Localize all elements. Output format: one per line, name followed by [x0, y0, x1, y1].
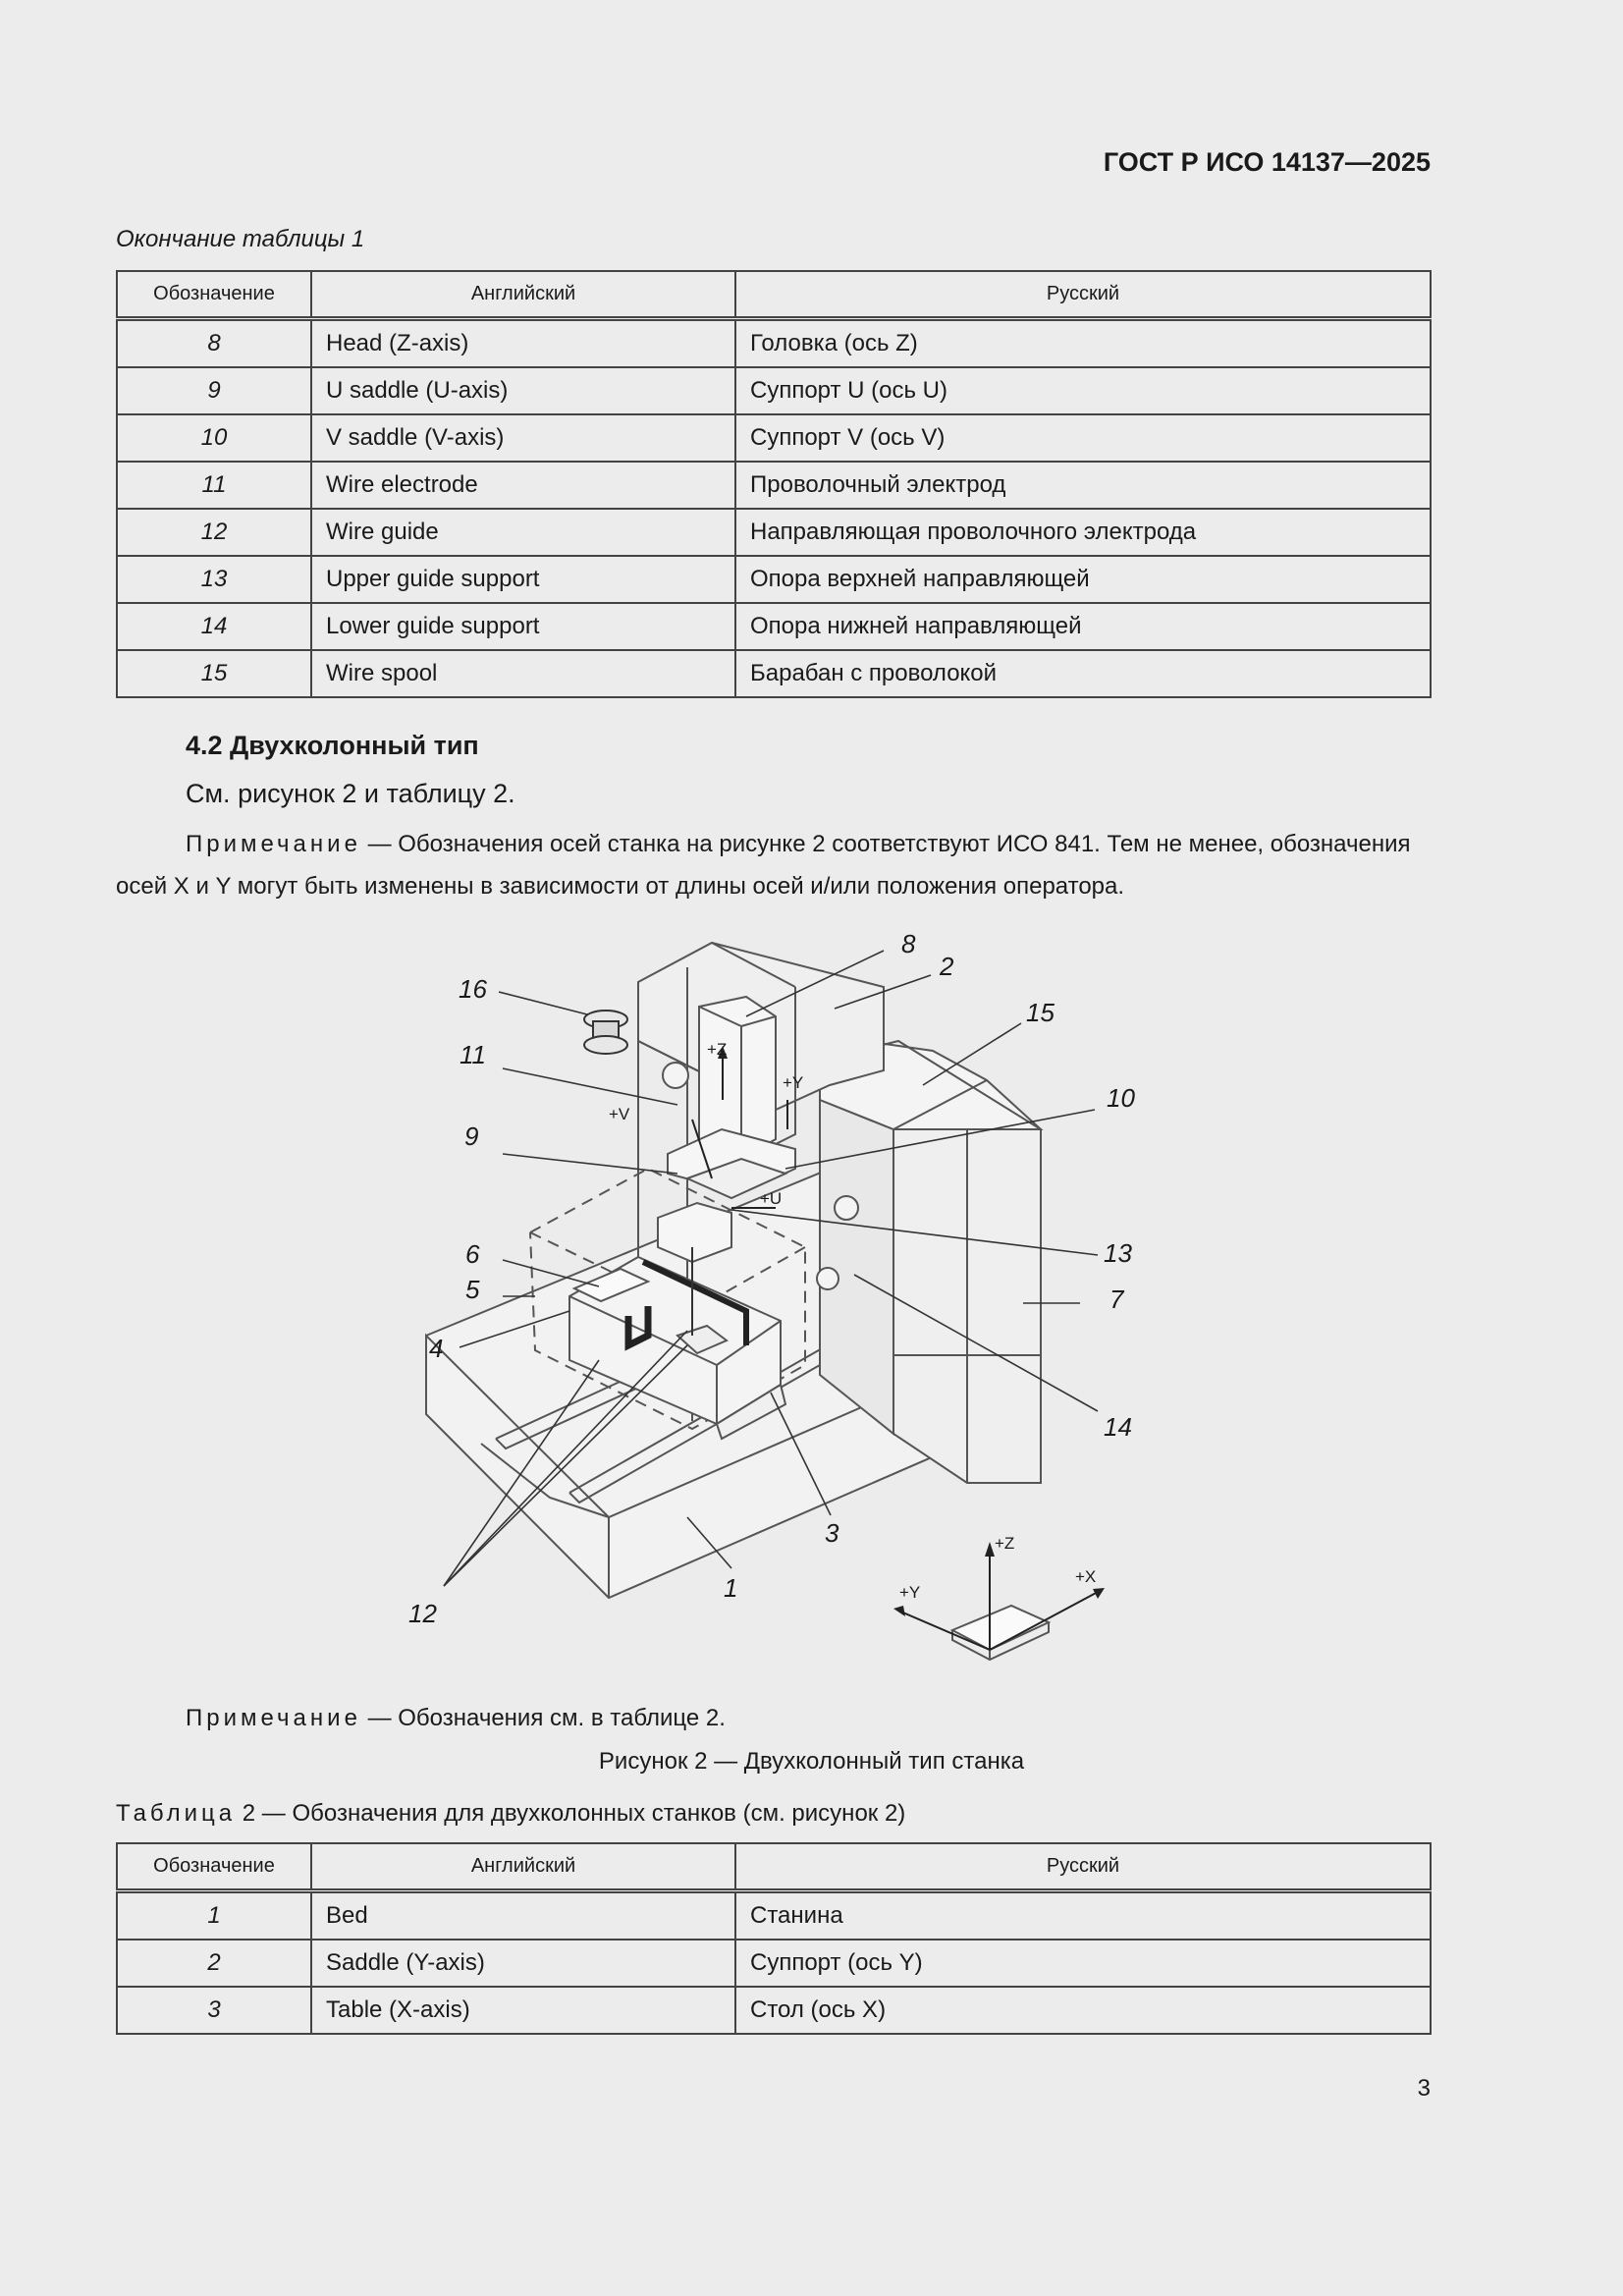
column-header-designation: Обозначение [117, 1843, 311, 1891]
row-russian: Направляющая проволочного электрода [735, 509, 1431, 556]
figure-note [116, 1697, 1432, 1739]
row-number: 1 [117, 1891, 311, 1941]
table2-caption-label: Таблица [116, 1800, 237, 1827]
row-english: Wire guide [311, 509, 735, 556]
row-english: Lower guide support [311, 603, 735, 650]
callout-4: 4 [429, 1334, 444, 1363]
row-number: 11 [117, 462, 311, 509]
column-header-english: Английский [311, 271, 735, 319]
axis-label-y: +Y [899, 1583, 921, 1602]
callout-11: 11 [460, 1040, 486, 1069]
figure-title: Рисунок 2 — Двухколонный тип станка [598, 1748, 1025, 1775]
callout-2: 2 [940, 952, 954, 981]
table-row [117, 1891, 1431, 1941]
callout-8: 8 [901, 929, 916, 958]
row-english: Saddle (Y-axis) [311, 1940, 735, 1987]
callout-12: 12 [408, 1599, 437, 1628]
callout-10: 10 [1107, 1083, 1135, 1113]
row-russian: Проволочный электрод [735, 462, 1431, 509]
column-header-russian: Русский [735, 1843, 1431, 1891]
row-english: Wire electrode [311, 462, 735, 509]
figure-note-label: Примечание [186, 1705, 361, 1731]
row-english: V saddle (V-axis) [311, 414, 735, 462]
row-russian: Барабан с проволокой [735, 650, 1431, 697]
table-header-row [117, 1843, 1431, 1891]
row-number: 3 [117, 1987, 311, 2034]
row-russian: Опора верхней направляющей [735, 556, 1431, 603]
row-english: U saddle (U-axis) [311, 367, 735, 414]
axis-label-z: +Z [995, 1534, 1015, 1553]
table2-caption-text: 2 — Обозначения для двухколонных станков (см. рисунок 2) [236, 1800, 906, 1827]
row-english: Bed [311, 1891, 735, 1941]
note-label: Примечание [186, 831, 361, 857]
section-reference: См. рисунок 2 и таблицу 2. [186, 779, 515, 808]
column-header-designation: Обозначение [117, 271, 311, 319]
callout-13: 13 [1104, 1238, 1132, 1268]
row-number: 9 [117, 367, 311, 414]
row-number: 15 [117, 650, 311, 697]
row-number: 8 [117, 319, 311, 368]
row-number: 12 [117, 509, 311, 556]
standard-code: ГОСТ Р ИСО 14137—2025 [1103, 147, 1431, 177]
row-russian: Суппорт (ось Y) [735, 1940, 1431, 1987]
table2-caption [116, 1800, 905, 1828]
row-russian: Опора нижней направляющей [735, 603, 1431, 650]
callout-6: 6 [465, 1239, 480, 1269]
row-english: Head (Z-axis) [311, 319, 735, 368]
row-russian: Стол (ось X) [735, 1987, 1431, 2034]
row-number: 2 [117, 1940, 311, 1987]
callout-3: 3 [825, 1518, 839, 1548]
callout-16: 16 [459, 974, 487, 1004]
page-number: 3 [1417, 2075, 1431, 2102]
section-heading: 4.2 Двухколонный тип [186, 731, 479, 760]
table2 [116, 1842, 1432, 2035]
row-number: 10 [117, 414, 311, 462]
callout-7: 7 [1109, 1285, 1124, 1314]
table-row [117, 1987, 1431, 2034]
row-english: Table (X-axis) [311, 1987, 735, 2034]
row-number: 13 [117, 556, 311, 603]
callout-1: 1 [724, 1573, 738, 1603]
axis-label-u: +U [760, 1189, 783, 1208]
callout-9: 9 [464, 1121, 479, 1151]
row-number: 14 [117, 603, 311, 650]
row-russian: Головка (ось Z) [735, 319, 1431, 368]
row-russian: Суппорт V (ось V) [735, 414, 1431, 462]
callout-14: 14 [1104, 1412, 1132, 1442]
figure-note-text: — Обозначения см. в таблице 2. [360, 1705, 726, 1731]
axis-label-z-head: +Z [707, 1040, 728, 1059]
axis-label-y-head: +Y [783, 1073, 804, 1092]
row-russian: Станина [735, 1891, 1431, 1941]
table1-caption: Окончание таблицы 1 [116, 226, 365, 252]
table-row [117, 1940, 1431, 1987]
row-russian: Суппорт U (ось U) [735, 367, 1431, 414]
column-header-russian: Русский [735, 271, 1431, 319]
column-header-english: Английский [311, 1843, 735, 1891]
axis-label-v: +V [609, 1105, 630, 1123]
row-english: Wire spool [311, 650, 735, 697]
note-text: — Обозначения осей станка на рисунке 2 соответствуют ИСО 841. Тем не менее, обозначения осей X и Y могут быть изменены в зависимости от длины осей и/или положения оператора. [116, 831, 1411, 900]
axis-label-x: +X [1075, 1567, 1097, 1586]
callout-5: 5 [465, 1275, 480, 1304]
callout-15: 15 [1026, 998, 1055, 1027]
row-english: Upper guide support [311, 556, 735, 603]
